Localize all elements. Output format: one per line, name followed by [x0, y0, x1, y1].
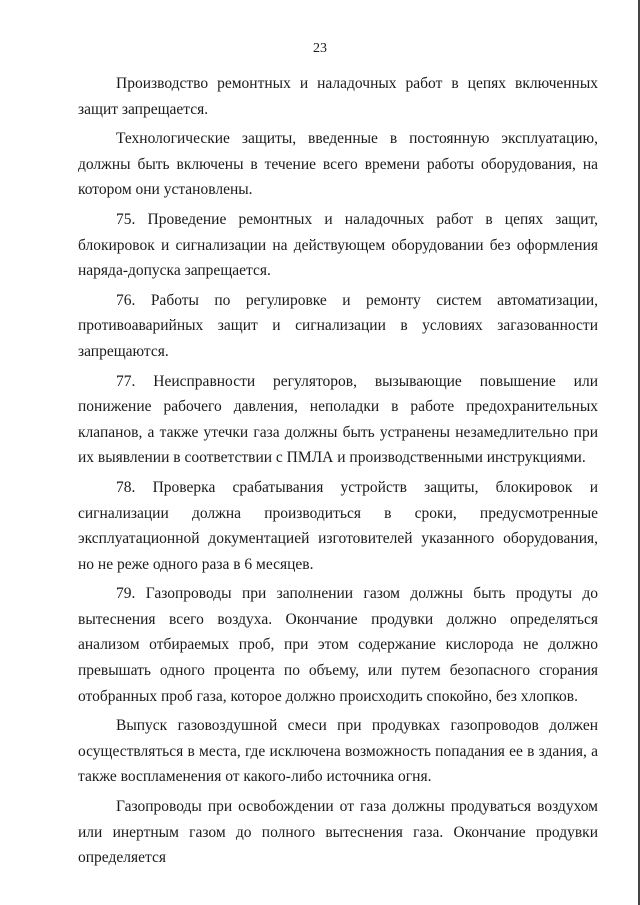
paragraph-gas-release-purge: Газопроводы при освобождении от газа должны продуваться воздухом или инертным газом до полного вытеснения газа. Окончание продувки определяется [78, 798, 598, 867]
paragraph-item-75: 75. Проведение ремонтных и наладочных работ в цепях защит, блокировок и сигнализации на действующем оборудовании без оформления наряда-допуска запрещается. [78, 210, 598, 280]
paragraph-protection-repair-ban: Производство ремонтных и наладочных работ в цепях включенных защит запрещается. [78, 75, 598, 118]
paragraph-item-79: 79. Газопроводы при заполнении газом должны быть продуты до вытеснения всего воздуха. Окончание продувки должно определяться анализом отбираемых проб, при этом содержание кислорода не должно превышать одного процента по объему, или путем безопасного сгорания отобранных проб газа, которое должно происходить спокойно, без хлопков. [78, 585, 598, 705]
paragraph-item-76: 76. Работы по регулировке и ремонту систем автоматизации, противоаварийных защит и сигнализации в условиях загазованности запрещаются. [78, 291, 598, 360]
paragraph-gas-air-release: Выпуск газовоздушной смеси при продувках газопроводов должен осуществляться в места, где исключена возможность попадания ее в здания, а также воспламенения от какого-либо источника огня. [78, 717, 598, 786]
paragraph-item-77: 77. Неисправности регуляторов, вызывающие повышение или понижение рабочего давления, неполадки в работе предохранительных клапанов, а также утечки газа должны быть устранены незамедлительно при их выявлении в соответствии с ПМЛА и производственными инструкциями. [78, 372, 598, 467]
paragraph-item-78: 78. Проверка срабатывания устройств защиты, блокировок и сигнализации должна производиться в сроки, предусмотренные эксплуатационной документацией изготовителей указанного оборудования, но не реже одного раза в 6 месяцев. [78, 478, 598, 573]
paragraph-technological-protection: Технологические защиты, введенные в постоянную эксплуатацию, должны быть включены в течение всего времени работы оборудования, на котором они установлены. [78, 130, 598, 199]
document-body [78, 71, 598, 875]
page-number: 23 [313, 41, 327, 56]
